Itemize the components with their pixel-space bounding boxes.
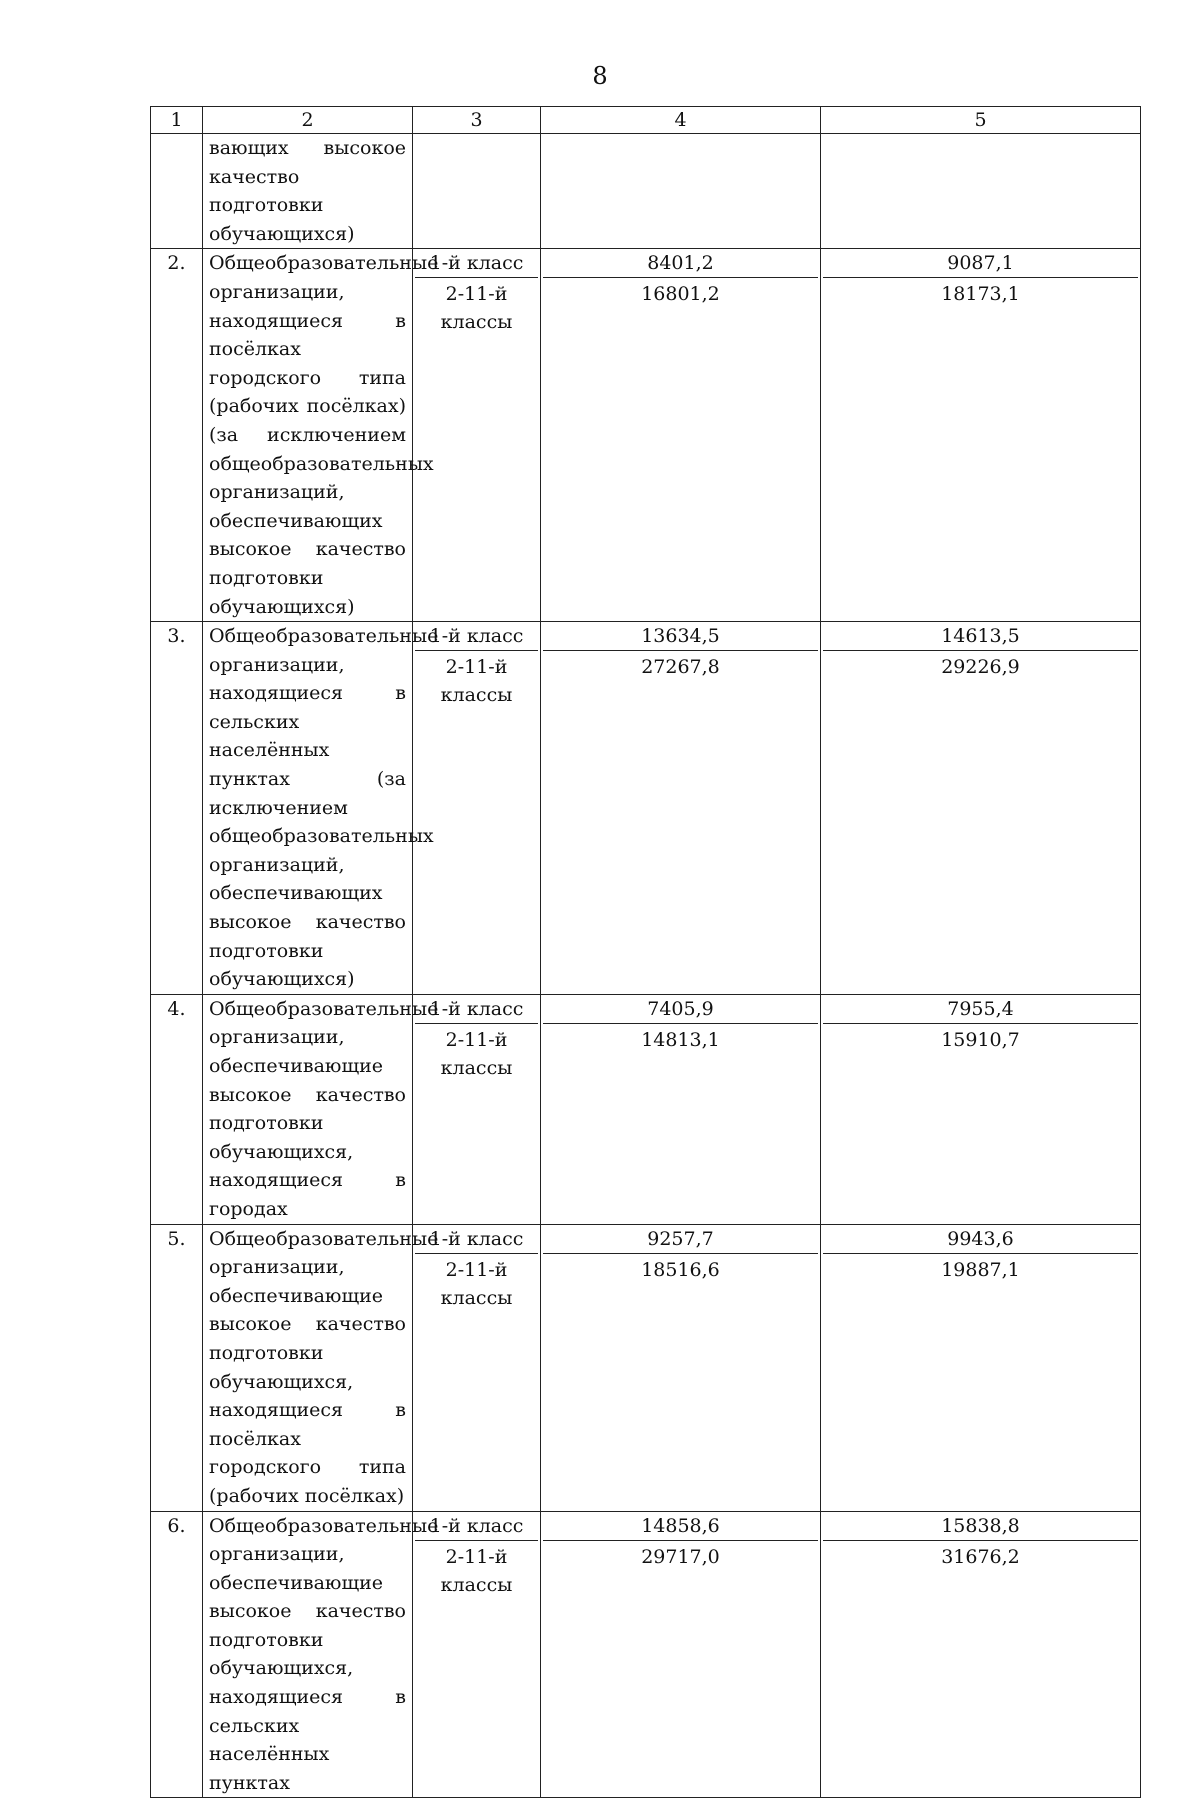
row-number: 3. (151, 622, 203, 995)
value-col4-grades-2-11: 29717,0 (543, 1540, 818, 1571)
class-first-grade: 1-й класс (429, 997, 524, 1020)
class-grades-2-11: 2-11-й классы (415, 1253, 538, 1312)
table-row (151, 1511, 1141, 1798)
value-col5-grades-2-11: 19887,1 (823, 1253, 1138, 1284)
class-grades-2-11: 2-11-й классы (415, 650, 538, 709)
value-col5-grades-2-11: 29226,9 (823, 650, 1138, 681)
table-row (151, 994, 1141, 1224)
class-grades-2-11: 2-11-й классы (415, 1023, 538, 1082)
table-header-row (151, 107, 1141, 134)
value-col4-grades-2-11: 16801,2 (543, 277, 818, 308)
header-col-4: 4 (541, 107, 821, 134)
header-col-1: 1 (151, 107, 203, 134)
value-col4-first-grade: 7405,9 (647, 997, 714, 1020)
row-number: 4. (151, 994, 203, 1224)
value-col4-first-grade: 9257,7 (647, 1227, 714, 1250)
table-row (151, 249, 1141, 622)
value-col4-grades-2-11: 18516,6 (543, 1253, 818, 1284)
value-col5-grades-2-11: 18173,1 (823, 277, 1138, 308)
row-description: Общеобразовательные организации, находящиеся в посёлках городского типа (рабочих посёлках) (за исключением общеобразовательных организаций, обеспечивающих высокое качество подготовки обучающихся) (203, 249, 413, 622)
table-row (151, 1224, 1141, 1511)
value-col5-first-grade: 7955,4 (947, 997, 1014, 1020)
row-description: вающих высокое качество подготовки обучающихся) (203, 134, 413, 249)
value-col5-first-grade: 9943,6 (947, 1227, 1014, 1250)
row-description: Общеобразовательные организации, обеспечивающие высокое качество подготовки обучающихся, находящиеся в городах (203, 994, 413, 1224)
header-col-5: 5 (821, 107, 1141, 134)
class-grades-2-11: 2-11-й классы (415, 277, 538, 336)
row-description: Общеобразовательные организации, находящиеся в сельских населённых пунктах (за исключением общеобразовательных организаций, обеспечивающих высокое качество подготовки обучающихся) (203, 622, 413, 995)
data-table (150, 106, 1141, 1798)
value-col5-first-grade: 15838,8 (941, 1514, 1020, 1537)
value-col4-first-grade: 14858,6 (641, 1514, 720, 1537)
value-col4-first-grade: 8401,2 (647, 252, 714, 275)
value-col4-grades-2-11: 14813,1 (543, 1023, 818, 1054)
row-number: 6. (151, 1511, 203, 1798)
class-grades-2-11: 2-11-й классы (415, 1540, 538, 1599)
table-row (151, 622, 1141, 995)
value-col4-grades-2-11: 27267,8 (543, 650, 818, 681)
class-first-grade: 1-й класс (429, 1227, 524, 1250)
value-col5-grades-2-11: 15910,7 (823, 1023, 1138, 1054)
header-col-3: 3 (413, 107, 541, 134)
row-description: Общеобразовательные организации, обеспечивающие высокое качество подготовки обучающихся, находящиеся в сельских населённых пунктах (203, 1511, 413, 1798)
row-number: 5. (151, 1224, 203, 1511)
row-description: Общеобразовательные организации, обеспечивающие высокое качество подготовки обучающихся, находящиеся в посёлках городского типа (рабочих посёлках) (203, 1224, 413, 1511)
row-number: 2. (151, 249, 203, 622)
value-col5-grades-2-11: 31676,2 (823, 1540, 1138, 1571)
value-col5-first-grade: 9087,1 (947, 252, 1014, 275)
class-first-grade: 1-й класс (429, 1514, 524, 1537)
header-col-2: 2 (203, 107, 413, 134)
table-row-continuation (151, 134, 1141, 249)
value-col5-first-grade: 14613,5 (941, 625, 1020, 648)
class-first-grade: 1-й класс (429, 625, 524, 648)
class-first-grade: 1-й класс (429, 252, 524, 275)
value-col4-first-grade: 13634,5 (641, 625, 720, 648)
page-number: 8 (592, 62, 608, 90)
